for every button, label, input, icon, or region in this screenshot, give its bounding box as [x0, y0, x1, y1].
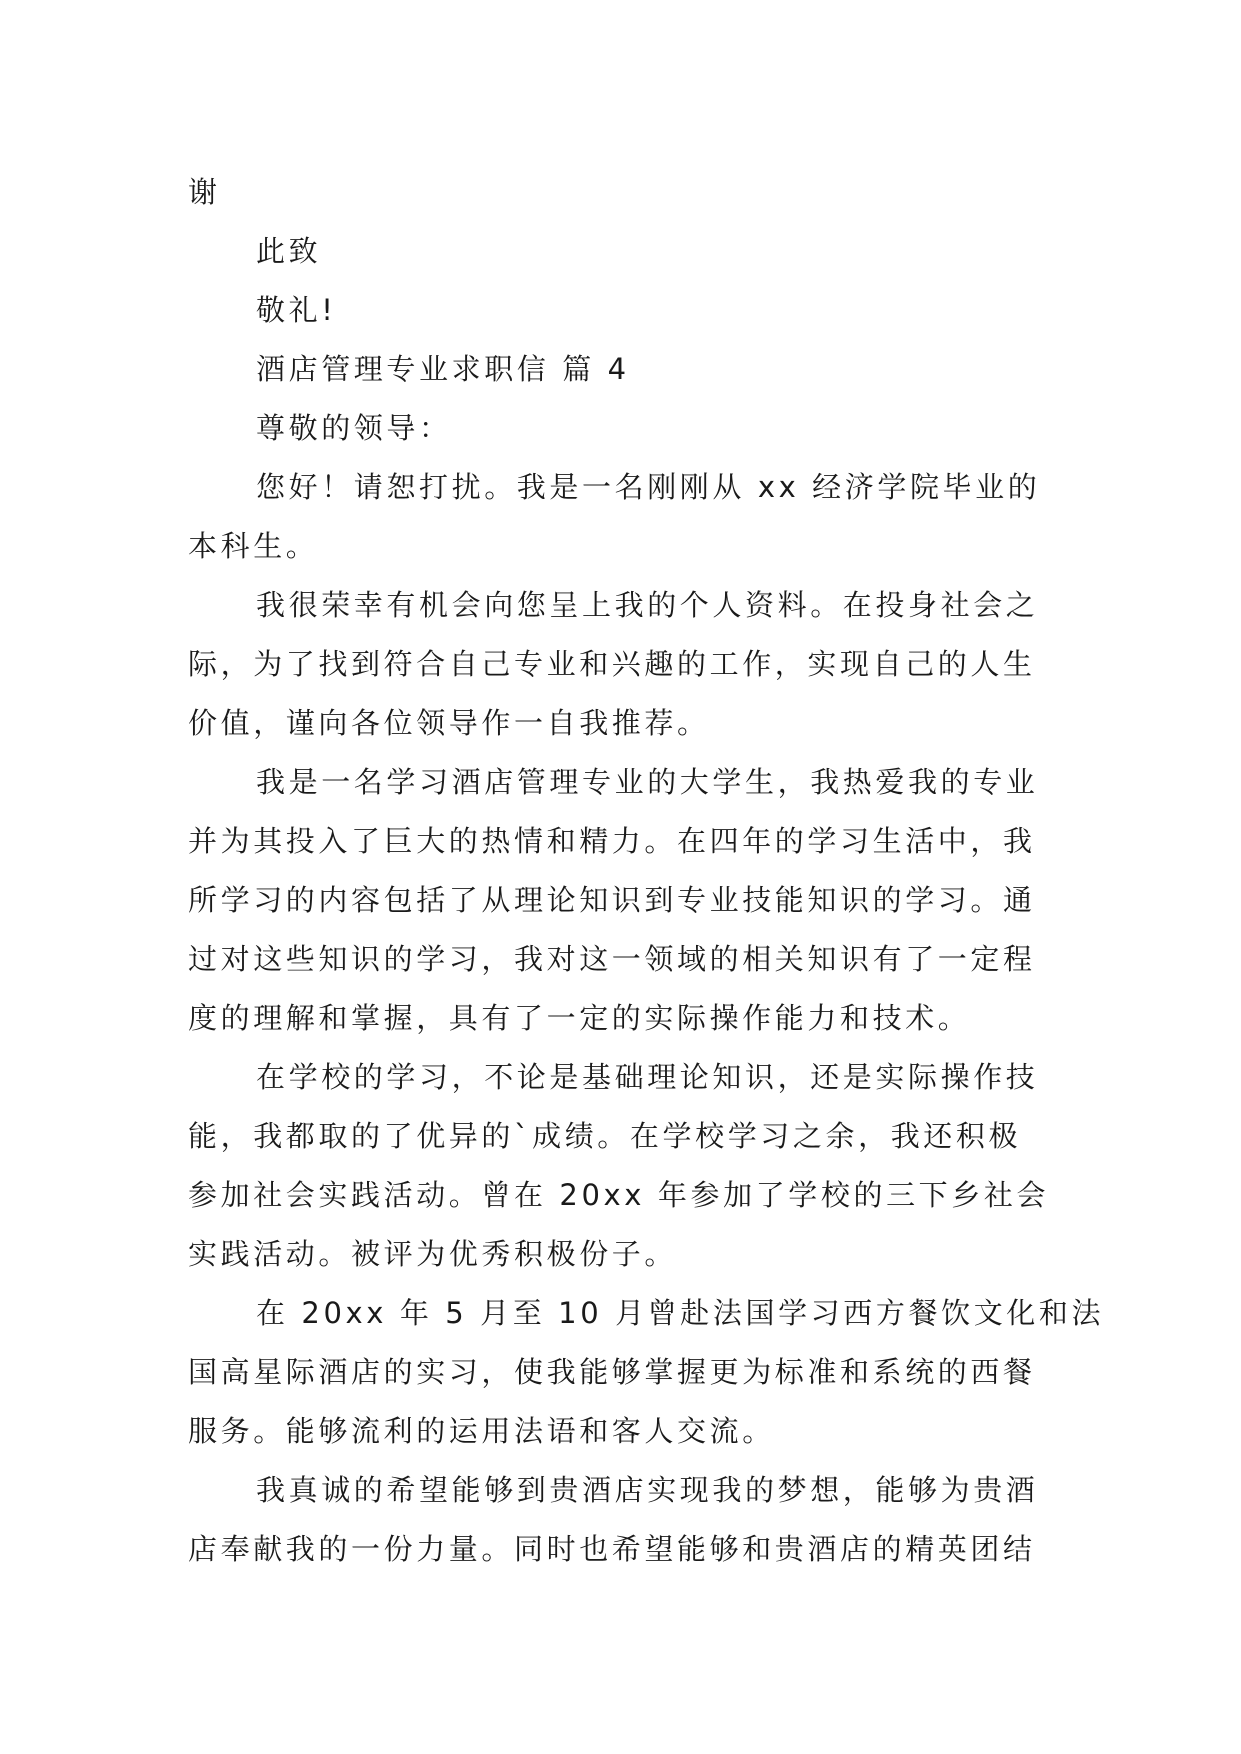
paragraph-line: 参加社会实践活动。曾在 20xx 年参加了学校的三下乡社会: [188, 1178, 1050, 1212]
section-heading: 酒店管理专业求职信 篇 4: [256, 352, 630, 386]
closing-salutation: 此致: [256, 234, 322, 268]
paragraph-line: 您好！请恕打扰。我是一名刚刚从 xx 经济学院毕业的: [256, 470, 1041, 504]
paragraph-line: 我很荣幸有机会向您呈上我的个人资料。在投身社会之: [256, 588, 1039, 622]
paragraph-line: 所学习的内容包括了从理论知识到专业技能知识的学习。通: [188, 883, 1036, 917]
paragraph-line: 价值，谨向各位领导作一自我推荐。: [188, 706, 710, 740]
text-line: 谢: [188, 175, 221, 209]
document-body: [188, 163, 1105, 1579]
paragraph-line: 本科生。: [188, 529, 319, 563]
paragraph-line: 在学校的学习，不论是基础理论知识，还是实际操作技: [256, 1060, 1039, 1094]
paragraph-line: 在 20xx 年 5 月至 10 月曾赴法国学习西方餐饮文化和法: [256, 1296, 1105, 1330]
paragraph-line: 店奉献我的一份力量。同时也希望能够和贵酒店的精英团结: [188, 1532, 1036, 1566]
paragraph-line: 国高星际酒店的实习，使我能够掌握更为标准和系统的西餐: [188, 1355, 1036, 1389]
paragraph-line: 实践活动。被评为优秀积极份子。: [188, 1237, 678, 1271]
closing-regards: 敬礼!: [256, 293, 337, 327]
greeting: 尊敬的领导：: [256, 411, 452, 445]
paragraph-line: 我真诚的希望能够到贵酒店实现我的梦想，能够为贵酒: [256, 1473, 1039, 1507]
paragraph-line: 服务。能够流利的运用法语和客人交流。: [188, 1414, 775, 1448]
paragraph-line: 并为其投入了巨大的热情和精力。在四年的学习生活中，我: [188, 824, 1036, 858]
paragraph-line: 度的理解和掌握，具有了一定的实际操作能力和技术。: [188, 1001, 971, 1035]
paragraph-line: 过对这些知识的学习，我对这一领域的相关知识有了一定程: [188, 942, 1036, 976]
paragraph-line: 能，我都取的了优异的`成绩。在学校学习之余，我还积极: [188, 1119, 1022, 1153]
paragraph-line: 际，为了找到符合自己专业和兴趣的工作，实现自己的人生: [188, 647, 1036, 681]
paragraph-line: 我是一名学习酒店管理专业的大学生，我热爱我的专业: [256, 765, 1039, 799]
